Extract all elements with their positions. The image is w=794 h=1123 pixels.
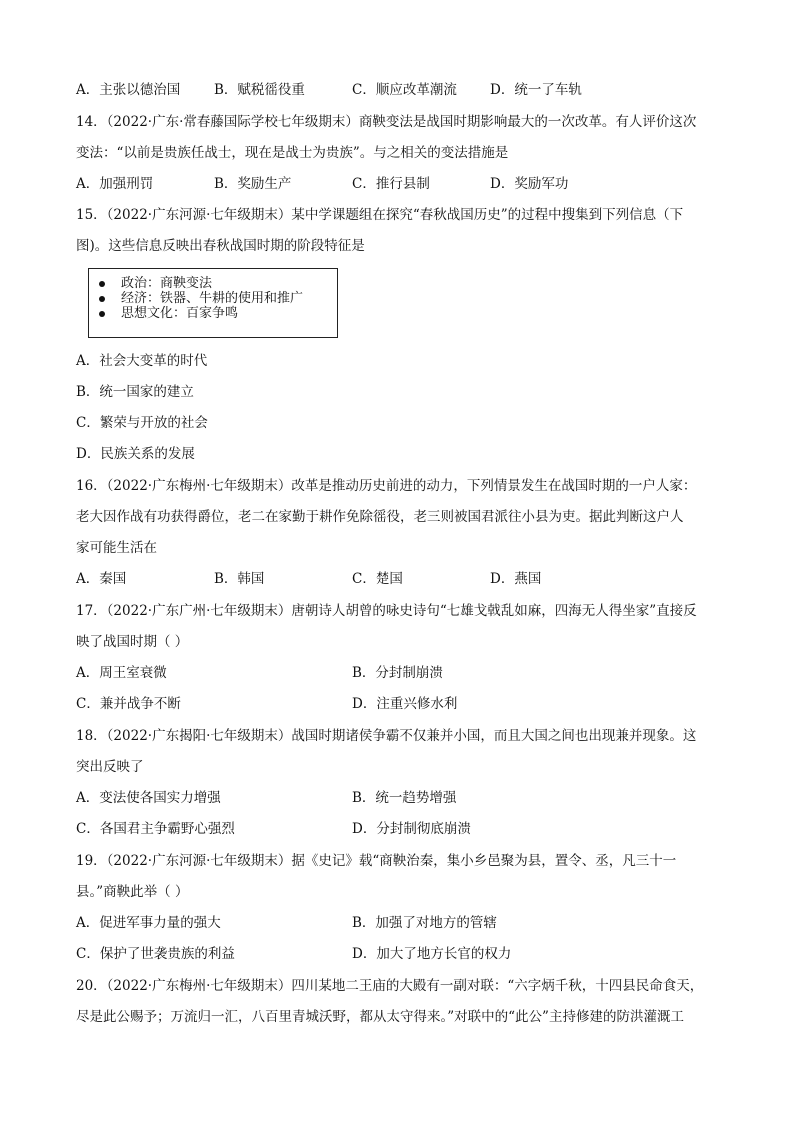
q14-stem-line-1: 14．（2022·广东·常春藤国际学校七年级期末）商鞅变法是战国时期影响最大的一次改革。有人评价这次 — [76, 114, 697, 130]
q19-option-c[interactable]: C．保护了世袭贵族的利益 — [76, 946, 235, 962]
q16-stem-line-1: 16．（2022·广东梅州·七年级期末）改革是推动历史前进的动力，下列情景发生在战国时期的一户人家： — [76, 478, 697, 494]
q18-option-b[interactable]: B．统一趋势增强 — [352, 790, 457, 806]
q18-option-d[interactable]: D．分封制彻底崩溃 — [352, 821, 471, 837]
q14-option-d[interactable]: D．奖励军功 — [490, 176, 569, 192]
q18-options-row-1 — [76, 792, 726, 806]
q14-option-a[interactable]: A．加强刑罚 — [76, 176, 154, 192]
q17-option-c[interactable]: C．兼并战争不断 — [76, 696, 181, 712]
q13-option-c[interactable]: C．顺应改革潮流 — [352, 82, 457, 98]
q18-option-a[interactable]: A．变法使各国实力增强 — [76, 790, 221, 806]
q15-stem-line-1: 15．（2022·广东河源·七年级期末）某中学课题组在探究“春秋战国历史”的过程中搜集到下列信息（下 — [76, 207, 684, 223]
q19-options-row-2 — [76, 948, 726, 962]
info-box-item — [97, 276, 337, 291]
q17-options-row-2 — [76, 698, 726, 712]
info-box-item — [97, 291, 337, 306]
q17-stem-line-2: 映了战国时期（ ） — [76, 634, 189, 650]
q18-stem-line-2: 突出反映了 — [76, 759, 144, 775]
q16-option-d[interactable]: D．燕国 — [490, 571, 542, 587]
q18-options-row-2 — [76, 823, 726, 837]
q19-option-d[interactable]: D．加大了地方长官的权力 — [352, 946, 512, 962]
q13-option-b[interactable]: B．赋税徭役重 — [214, 82, 305, 98]
q17-option-b[interactable]: B．分封制崩溃 — [352, 665, 443, 681]
q15-info-box — [88, 268, 338, 338]
q13-options — [76, 84, 726, 98]
q19-options-row-1 — [76, 917, 726, 931]
q15-option-d[interactable]: D．民族关系的发展 — [76, 446, 195, 462]
q19-stem-line-1: 19．（2022·广东河源·七年级期末）据《史记》载“商鞅治秦，集小乡邑聚为县，置令、丞，凡三十一 — [76, 853, 677, 869]
info-box-item-text: 经济：铁器、牛耕的使用和推广 — [121, 291, 304, 306]
q16-option-c[interactable]: C．楚国 — [352, 571, 403, 587]
q20-stem-line-2: 尽是此公赐予；万流归一汇，八百里青城沃野，都从太守得来。”对联中的“此公”主持修建的防洪灌溉工 — [76, 1009, 684, 1025]
q13-option-a[interactable]: A．主张以德治国 — [76, 82, 181, 98]
info-box-item-text: 政治：商鞅变法 — [121, 276, 213, 291]
q15-option-c[interactable]: C．繁荣与开放的社会 — [76, 415, 208, 431]
q17-option-d[interactable]: D．注重兴修水利 — [352, 696, 458, 712]
q14-options — [76, 178, 726, 192]
q20-stem-line-1: 20．（2022·广东梅州·七年级期末）四川某地二王庙的大殿有一副对联：“六字炳千秋，十四县民命食天， — [76, 978, 704, 994]
q14-stem-line-2: 变法：“以前是贵族任战士，现在是战士为贵族”。与之相关的变法措施是 — [76, 145, 509, 161]
q15-stem-line-2: 图)。这些信息反映出春秋战国时期的阶段特征是 — [76, 238, 365, 254]
q14-option-b[interactable]: B．奖励生产 — [214, 176, 292, 192]
q19-option-b[interactable]: B．加强了对地方的管辖 — [352, 915, 497, 931]
q19-stem-line-2: 县。”商鞅此举（ ） — [76, 884, 189, 900]
q17-options-row-1 — [76, 667, 726, 681]
q17-option-a[interactable]: A．周王室衰微 — [76, 665, 167, 681]
bullet-icon — [99, 311, 105, 317]
q14-option-c[interactable]: C．推行县制 — [352, 176, 430, 192]
bullet-icon — [99, 281, 105, 287]
q16-options — [76, 573, 726, 587]
q15-option-a[interactable]: A．社会大变革的时代 — [76, 353, 208, 369]
q16-stem-line-3: 家可能生活在 — [76, 540, 157, 556]
info-box-item-text: 思想文化：百家争鸣 — [121, 306, 239, 321]
q16-option-a[interactable]: A．秦国 — [76, 571, 127, 587]
q16-stem-line-2: 老大因作战有功获得爵位，老二在家勤于耕作免除徭役，老三则被国君派往小县为吏。据此判断这户人 — [76, 509, 684, 525]
q17-stem-line-1: 17．（2022·广东广州·七年级期末）唐朝诗人胡曾的咏史诗句“七雄戈戟乱如麻，四海无人得坐家”直接反 — [76, 603, 697, 619]
q18-stem-line-1: 18．（2022·广东揭阳·七年级期末）战国时期诸侯争霸不仅兼并小国，而且大国之间也出现兼并现象。这 — [76, 728, 697, 744]
q15-option-b[interactable]: B．统一国家的建立 — [76, 384, 194, 400]
q19-option-a[interactable]: A．促进军事力量的强大 — [76, 915, 221, 931]
q16-option-b[interactable]: B．韩国 — [214, 571, 265, 587]
q18-option-c[interactable]: C．各国君主争霸野心强烈 — [76, 821, 235, 837]
q13-option-d[interactable]: D．统一了车轨 — [490, 82, 582, 98]
bullet-icon — [99, 296, 105, 302]
info-box-item — [97, 306, 337, 321]
